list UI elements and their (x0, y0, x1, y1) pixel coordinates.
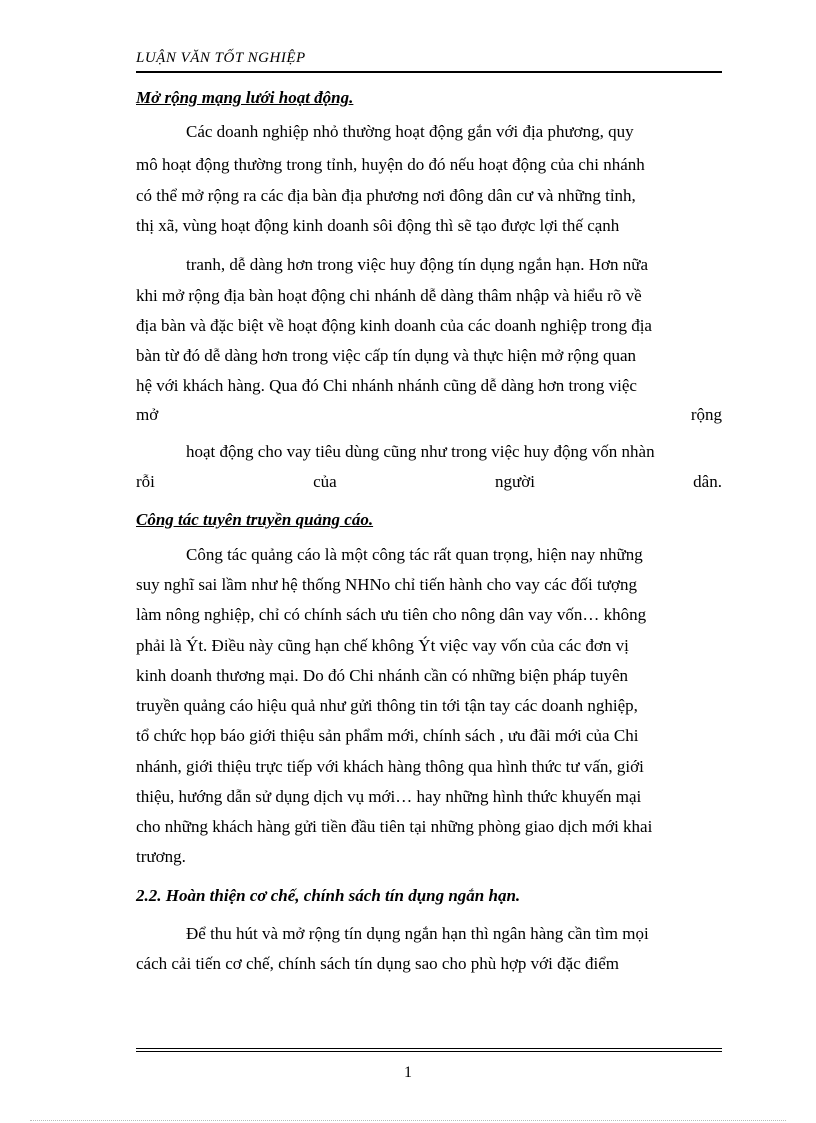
page-number: 1 (404, 1064, 412, 1081)
word: rộng (690, 405, 722, 424)
paragraph-line: mô hoạt động thường trong tỉnh, huyện do đó nếu hoạt động của chi nhánh (136, 155, 645, 174)
paragraph-line: kinh doanh thương mại. Do đó Chi nhánh cần có những biện pháp tuyên (136, 666, 629, 685)
header-rule (136, 71, 722, 73)
paragraph-line-justified (136, 472, 722, 492)
document-header-title: LUẬN VĂN TỐT NGHIỆP (136, 50, 306, 66)
page-boundary (30, 1120, 786, 1121)
paragraph-line: truyền quảng cáo hiệu quả như gửi thông tin tới tận tay các doanh nghiệp, (136, 696, 638, 715)
paragraph-line: suy nghĩ sai lầm như hệ thống NHNo chỉ tiến hành cho vay các đối tượng (136, 575, 637, 594)
word: người (494, 472, 535, 491)
paragraph-line: thiệu, hướng dẫn sử dụng dịch vụ mới… hay những hình thức khuyến mại (136, 787, 642, 806)
paragraph-line: bàn từ đó dễ dàng hơn trong việc cấp tín dụng và thực hiện mở rộng quan (136, 346, 637, 365)
paragraph-line: Công tác quảng cáo là một công tác rất quan trọng, hiện nay những (186, 545, 643, 564)
word: của (313, 472, 337, 491)
paragraph-line: thị xã, vùng hoạt động kinh doanh sôi động thì sẽ tạo được lợi thế cạnh (136, 216, 620, 235)
paragraph-line: Để thu hút và mở rộng tín dụng ngắn hạn thì ngân hàng cần tìm mọi (186, 924, 649, 943)
paragraph-line: trương. (136, 847, 186, 866)
paragraph-line: tổ chức họp báo giới thiệu sản phẩm mới, chính sách , ưu đãi mới của Chi (136, 726, 639, 745)
paragraph-line: có thể mở rộng ra các địa bàn địa phương nơi đông dân cư và những tỉnh, (136, 186, 636, 205)
word: dân. (693, 472, 722, 491)
word: mở (136, 405, 159, 424)
paragraph-line: phải là Ýt. Điều này cũng hạn chế không Ýt việc vay vốn của các đơn vị (136, 636, 629, 655)
section-heading-network: Mở rộng mạng lưới hoạt động. (136, 88, 354, 107)
footer-rule (136, 1048, 722, 1049)
word: rỗi (136, 472, 155, 491)
paragraph-line: khi mở rộng địa bàn hoạt động chi nhánh dễ dàng thâm nhập và hiểu rõ về (136, 286, 642, 305)
section-heading-policy: 2.2. Hoàn thiện cơ chế, chính sách tín dụng ngắn hạn. (136, 886, 521, 905)
paragraph-line: địa bàn và đặc biệt về hoạt động kinh doanh của các doanh nghiệp trong địa (136, 316, 652, 335)
paragraph-line: cho những khách hàng gửi tiền đầu tiên tại những phòng giao dịch mới khai (136, 817, 653, 836)
paragraph-line: nhánh, giới thiệu trực tiếp với khách hàng thông qua hình thức tư vấn, giới (136, 757, 644, 776)
paragraph-line: hệ với khách hàng. Qua đó Chi nhánh nhánh cũng dễ dàng hơn trong việc (136, 376, 637, 395)
paragraph-line-justified (136, 405, 722, 425)
paragraph-line: làm nông nghiệp, chỉ có chính sách ưu tiên cho nông dân vay vốn… không (136, 605, 647, 624)
section-heading-advertising: Công tác tuyên truyền quảng cáo. (136, 510, 374, 529)
paragraph-line: tranh, dễ dàng hơn trong việc huy động tín dụng ngắn hạn. Hơn nữa (186, 255, 649, 274)
paragraph-line: hoạt động cho vay tiêu dùng cũng như trong việc huy động vốn nhàn (186, 442, 655, 461)
footer-rule (136, 1051, 722, 1052)
paragraph-line: cách cải tiến cơ chế, chính sách tín dụng sao cho phù hợp với đặc điểm (136, 954, 619, 973)
paragraph-line: Các doanh nghiệp nhỏ thường hoạt động gắn với địa phương, quy (186, 122, 634, 141)
